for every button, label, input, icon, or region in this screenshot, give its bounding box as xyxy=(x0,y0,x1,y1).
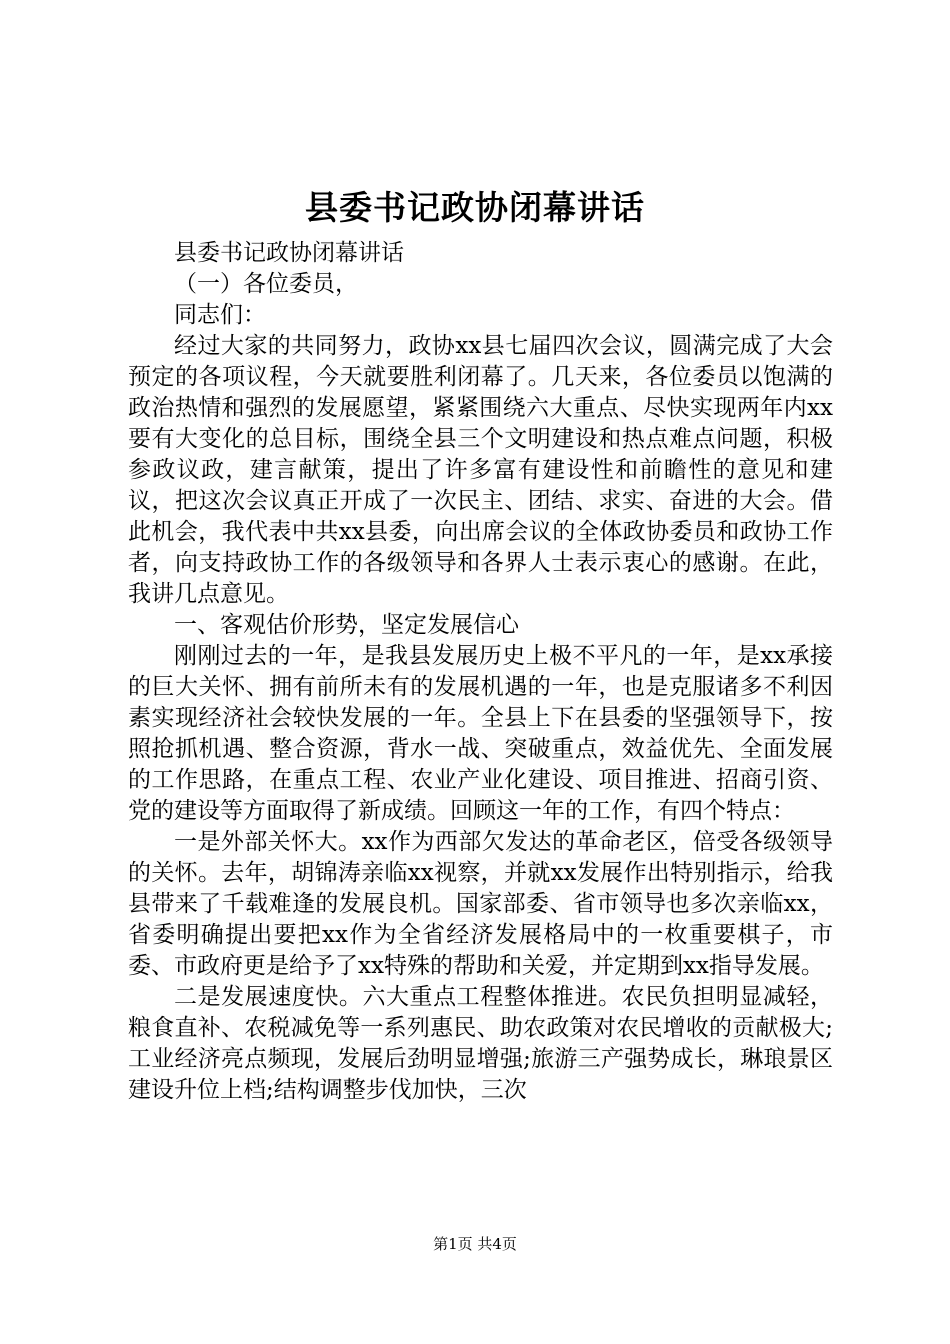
paragraph-heading-repeat: 县委书记政协闭幕讲话 xyxy=(174,240,404,266)
paragraph-intro: 经过大家的共同努力，政协xx县七届四次会议，圆满完成了大会预定的各项议程，今天就要胜利闭幕了。几天来，各位委员以饱满的政治热情和强烈的发展愿望，紧紧围绕六大重点、尽快实现两年内xx要有大变化的总目标，围绕全县三个文明建设和热点难点问题，积极参政议政，建言献策，提出了许多富有建设性和前瞻性的意见和建议，把这次会议真正开成了一次民主、团结、求实、奋进的大会。借此机会，我代表中共xx县委，向出席会议的全体政协委员和政协工作者，向支持政协工作的各级领导和各界人士表示衷心的感谢。在此，我讲几点意见。 xyxy=(128,333,833,607)
paragraph-section-heading: 一、客观估价形势，坚定发展信心 xyxy=(174,612,519,638)
paragraph-salutation-2: 同志们： xyxy=(174,302,266,328)
document-title: 县委书记政协闭幕讲话 xyxy=(305,188,645,227)
paragraph-point-one: 一是外部关怀大。xx作为西部欠发达的革命老区，倍受各级领导的关怀。去年，胡锦涛亲临xx视察，并就xx发展作出特别指示，给我县带来了千载难逢的发展良机。国家部委、省市领导也多次亲临xx，省委明确提出要把xx作为全省经济发展格局中的一枚重要棋子，市委、市政府更是给予了xx特殊的帮助和关爱，并定期到xx指导发展。 xyxy=(128,829,833,979)
document-body xyxy=(128,238,833,1106)
paragraph-salutation-1: （一）各位委员， xyxy=(174,271,358,297)
paragraph-point-two: 二是发展速度快。六大重点工程整体推进。农民负担明显减轻，粮食直补、农税减免等一系列惠民、助农政策对农民增收的贡献极大;工业经济亮点频现，发展后劲明显增强;旅游三产强势成长，琳琅景区建设升位上档;结构调整步伐加快，三次 xyxy=(128,984,833,1103)
page-footer: 第1页 共4页 xyxy=(433,1235,517,1253)
paragraph-review: 刚刚过去的一年，是我县发展历史上极不平凡的一年，是xx承接的巨大关怀、拥有前所未有的发展机遇的一年，也是克服诸多不利因素实现经济社会较快发展的一年。全县上下在县委的坚强领导下，按照抢抓机遇、整合资源，背水一战、突破重点，效益优先、全面发展的工作思路，在重点工程、农业产业化建设、项目推进、招商引资、党的建设等方面取得了新成绩。回顾这一年的工作，有四个特点： xyxy=(128,643,833,824)
